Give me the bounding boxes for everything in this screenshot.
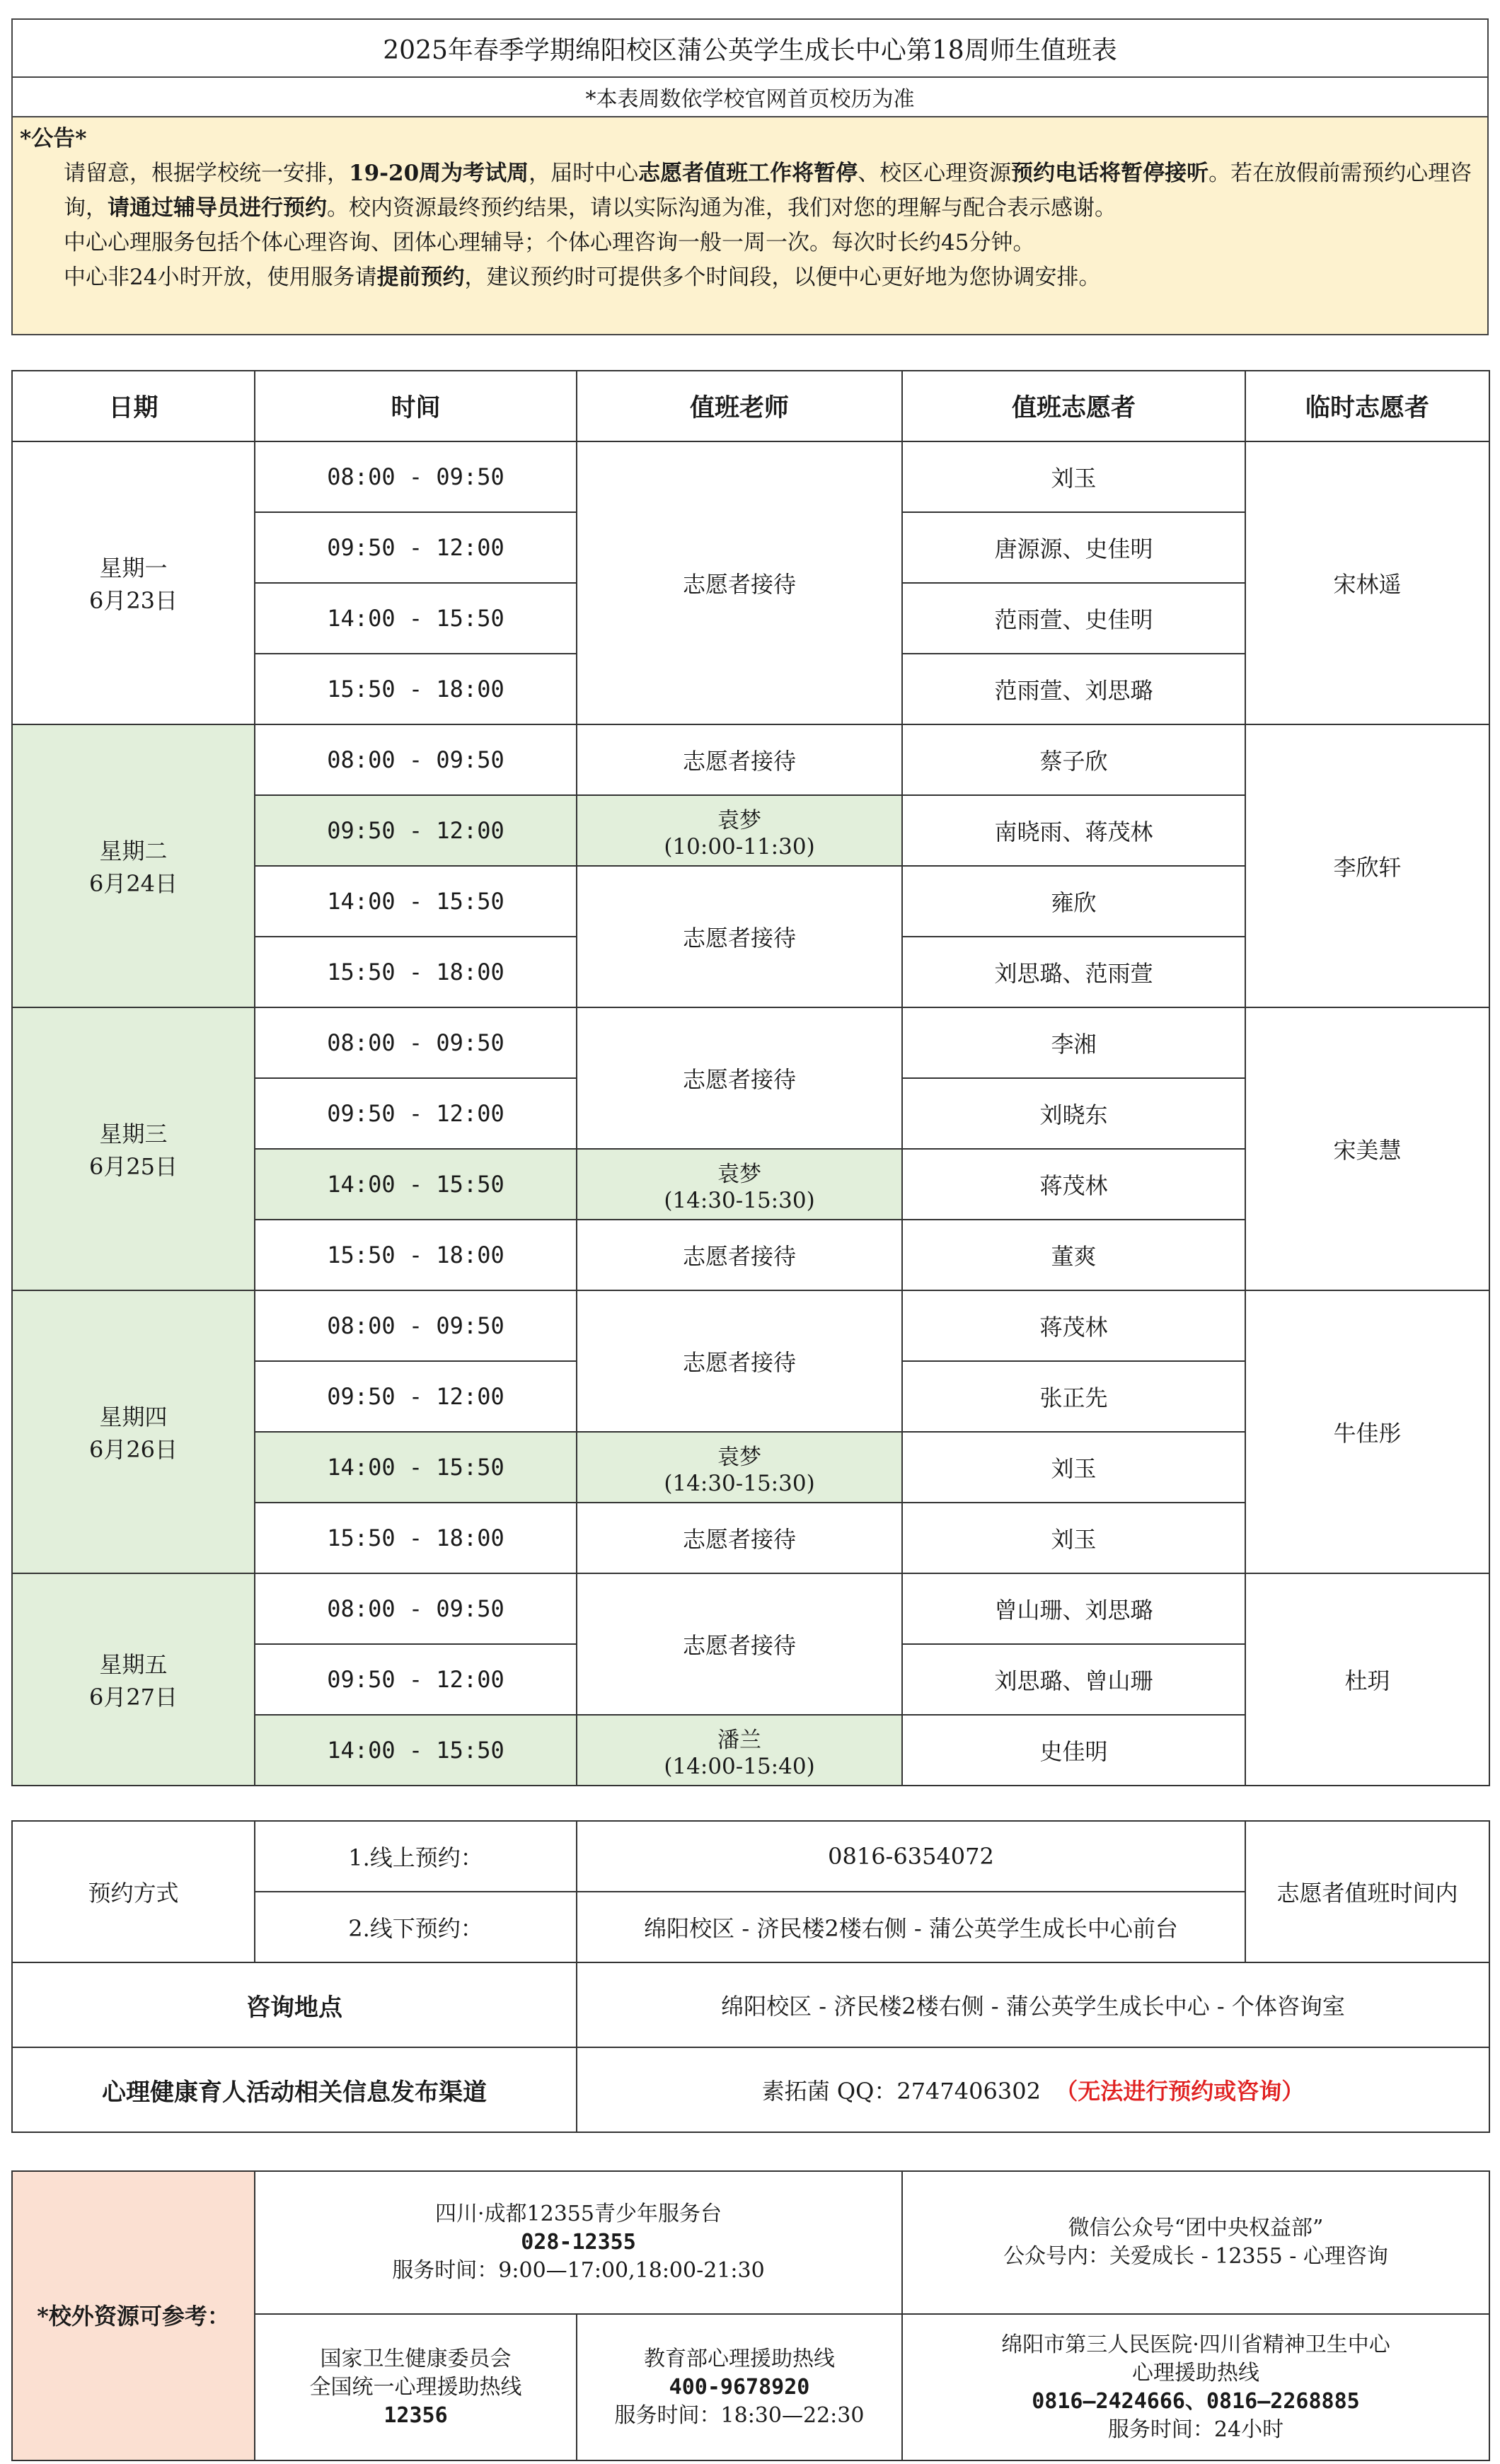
temp-volunteer-cell: 李欣轩: [1245, 724, 1489, 1007]
header-temp-volunteer: 临时志愿者: [1245, 371, 1489, 441]
schedule-table: [11, 370, 1490, 1786]
time-slot: 08:00 - 09:50: [255, 1573, 577, 1644]
notice-paragraph-booking: 中心非24小时开放，使用服务请提前预约，建议预约时可提供多个时间段，以便中心更好地为您协调安排。: [64, 265, 1101, 290]
volunteer-cell: 蒋茂林: [902, 1290, 1245, 1361]
header-teacher: 值班老师: [577, 371, 902, 441]
teacher-cell: 志愿者接待: [577, 441, 902, 724]
resource-wechat-account: 微信公众号“团中央权益部” 公众号内：关爱成长 - 12355 - 心理咨询: [902, 2171, 1489, 2314]
day-cell: 星期二 6月24日: [12, 724, 255, 1007]
temp-volunteer-cell: 杜玥: [1245, 1573, 1489, 1786]
time-slot: 08:00 - 09:50: [255, 441, 577, 512]
header-volunteer: 值班志愿者: [902, 371, 1245, 441]
external-resources-table: [11, 2170, 1490, 2461]
time-slot: 15:50 - 18:00: [255, 1220, 577, 1290]
time-slot: 14:00 - 15:50: [255, 583, 577, 654]
time-slot: 14:00 - 15:50: [255, 866, 577, 937]
teacher-cell: 袁梦 (14:30-15:30): [577, 1432, 902, 1503]
table-row: [12, 1573, 1489, 1644]
volunteer-cell: 雍欣: [902, 866, 1245, 937]
booking-method-label: 预约方式: [12, 1821, 255, 1962]
volunteer-cell: 范雨萱、史佳明: [902, 583, 1245, 654]
info-channel-value: 素拓菌 QQ：2747406302 （无法进行预约或咨询）: [577, 2047, 1489, 2132]
external-resources-label: *校外资源可参考：: [12, 2171, 255, 2460]
day-cell: 星期一 6月23日: [12, 441, 255, 724]
time-slot: 09:50 - 12:00: [255, 1078, 577, 1149]
no-booking-warning: （无法进行预约或咨询）: [1055, 2078, 1305, 2105]
volunteer-cell: 董爽: [902, 1220, 1245, 1290]
volunteer-cell: 李湘: [902, 1007, 1245, 1078]
time-slot: 08:00 - 09:50: [255, 1290, 577, 1361]
time-slot: 15:50 - 18:00: [255, 654, 577, 724]
volunteer-cell: 刘思璐、范雨萱: [902, 937, 1245, 1007]
resource-national-hotline: 国家卫生健康委员会 全国统一心理援助热线 12356: [255, 2314, 577, 2460]
volunteer-cell: 蒋茂林: [902, 1149, 1245, 1220]
volunteer-cell: 刘玉: [902, 441, 1245, 512]
day-cell: 星期五 6月27日: [12, 1573, 255, 1786]
teacher-cell: 袁梦 (10:00-11:30): [577, 795, 902, 866]
volunteer-cell: 范雨萱、刘思璐: [902, 654, 1245, 724]
table-row: [12, 441, 1489, 512]
time-slot: 15:50 - 18:00: [255, 937, 577, 1007]
resource-mianyang-hospital: 绵阳市第三人民医院·四川省精神卫生中心 心理援助热线 0816—2424666、0816—2268885 服务时间：24小时: [902, 2314, 1489, 2460]
temp-volunteer-cell: 宋林遥: [1245, 441, 1489, 724]
time-slot: 14:00 - 15:50: [255, 1432, 577, 1503]
volunteer-cell: 张正先: [902, 1361, 1245, 1432]
table-row: [12, 1962, 1489, 2047]
table-row: [12, 2047, 1489, 2132]
volunteer-cell: 刘玉: [902, 1503, 1245, 1573]
volunteer-cell: 刘思璐、曾山珊: [902, 1644, 1245, 1715]
teacher-cell: 志愿者接待: [577, 1573, 902, 1715]
time-slot: 09:50 - 12:00: [255, 512, 577, 583]
table-row: [12, 1290, 1489, 1361]
consult-location-value: 绵阳校区 - 济民楼2楼右侧 - 蒲公英学生成长中心 - 个体咨询室: [577, 1962, 1489, 2047]
time-slot: 14:00 - 15:50: [255, 1149, 577, 1220]
teacher-cell: 潘兰 (14:00-15:40): [577, 1715, 902, 1786]
resource-education-hotline: 教育部心理援助热线 400-9678920 服务时间：18:30—22:30: [577, 2314, 902, 2460]
online-booking-label: 1.线上预约：: [255, 1821, 577, 1892]
volunteer-cell: 蔡子欣: [902, 724, 1245, 795]
booking-info-table: [11, 1820, 1490, 2133]
notice-paragraph-services: 中心心理服务包括个体心理咨询、团体心理辅导；个体心理咨询一般一周一次。每次时长约45分钟。: [64, 230, 1035, 255]
resource-chengdu-12355: 四川·成都12355青少年服务台 028-12355 服务时间：9:00—17:00,18:00-21:30: [255, 2171, 902, 2314]
header-date: 日期: [12, 371, 255, 441]
time-slot: 09:50 - 12:00: [255, 795, 577, 866]
table-row: [12, 724, 1489, 795]
time-slot: 08:00 - 09:50: [255, 1007, 577, 1078]
time-slot: 08:00 - 09:50: [255, 724, 577, 795]
volunteer-cell: 曾山珊、刘思璐: [902, 1573, 1245, 1644]
teacher-cell: 志愿者接待: [577, 1290, 902, 1432]
volunteer-cell: 南晓雨、蒋茂林: [902, 795, 1245, 866]
volunteer-cell: 唐源源、史佳明: [902, 512, 1245, 583]
consult-location-label: 咨询地点: [12, 1962, 577, 2047]
teacher-cell: 志愿者接待: [577, 1503, 902, 1573]
teacher-cell: 志愿者接待: [577, 1007, 902, 1149]
teacher-cell: 志愿者接待: [577, 724, 902, 795]
notice-heading: *公告*: [20, 126, 87, 151]
day-cell: 星期四 6月26日: [12, 1290, 255, 1573]
header-time: 时间: [255, 371, 577, 441]
time-slot: 15:50 - 18:00: [255, 1503, 577, 1573]
day-cell: 星期三 6月25日: [12, 1007, 255, 1290]
temp-volunteer-cell: 宋美慧: [1245, 1007, 1489, 1290]
time-slot: 14:00 - 15:50: [255, 1715, 577, 1786]
time-slot: 09:50 - 12:00: [255, 1644, 577, 1715]
volunteer-cell: 史佳明: [902, 1715, 1245, 1786]
offline-booking-label: 2.线下预约：: [255, 1892, 577, 1962]
teacher-cell: 志愿者接待: [577, 866, 902, 1007]
temp-volunteer-cell: 牛佳彤: [1245, 1290, 1489, 1573]
offline-booking-location: 绵阳校区 - 济民楼2楼右侧 - 蒲公英学生成长中心前台: [577, 1892, 1245, 1962]
page-subtitle: *本表周数依学校官网首页校历为准: [11, 78, 1489, 117]
info-channel-label: 心理健康育人活动相关信息发布渠道: [12, 2047, 577, 2132]
teacher-cell: 志愿者接待: [577, 1220, 902, 1290]
table-row: [12, 1007, 1489, 1078]
table-row: [12, 2171, 1489, 2314]
notice-paragraph-exam: 请留意，根据学校统一安排，19-20周为考试周，届时中心志愿者值班工作将暂停、校区心理资源预约电话将暂停接听。若在放假前需预约心理咨询，请通过辅导员进行预约。校内资源最终预约结果，请以实际沟通为准，我们对您的理解与配合表示感谢。: [64, 161, 1472, 221]
notice-box: [11, 117, 1489, 335]
online-booking-phone: 0816-6354072: [577, 1821, 1245, 1892]
teacher-cell: 袁梦 (14:30-15:30): [577, 1149, 902, 1220]
booking-hours-note: 志愿者值班时间内: [1245, 1821, 1489, 1962]
table-row: [12, 1821, 1489, 1892]
page-title: 2025年春季学期绵阳校区蒲公英学生成长中心第18周师生值班表: [11, 18, 1489, 78]
volunteer-cell: 刘玉: [902, 1432, 1245, 1503]
volunteer-cell: 刘晓东: [902, 1078, 1245, 1149]
schedule-header-row: [12, 371, 1489, 441]
time-slot: 09:50 - 12:00: [255, 1361, 577, 1432]
